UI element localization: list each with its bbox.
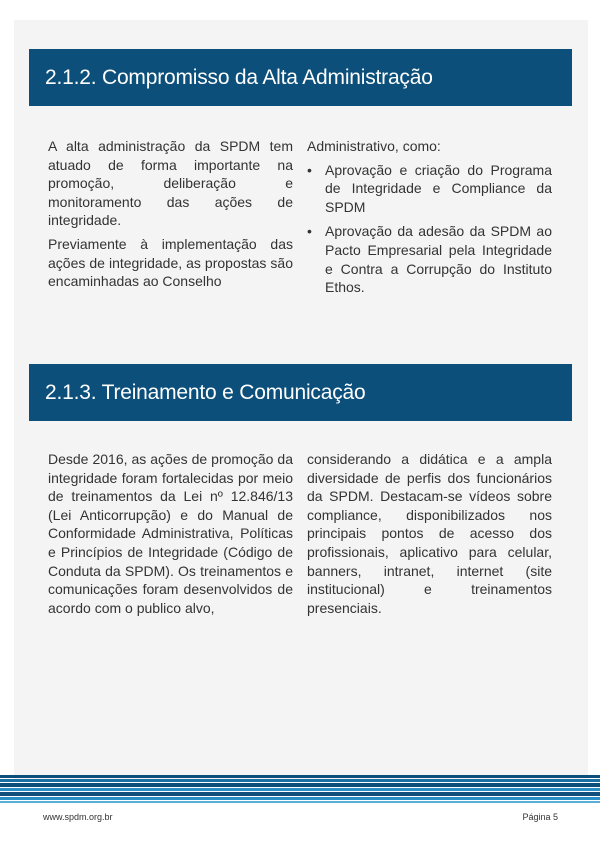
- bullet-icon: •: [307, 161, 312, 178]
- stripe: [0, 792, 600, 796]
- stripe: [0, 775, 600, 778]
- paragraph: Previamente à implementação das ações de integridade, as propostas são encaminhadas ao Conselho: [48, 235, 293, 290]
- section1-right-column: [307, 137, 552, 303]
- list-item-text: Aprovação e criação do Programa de Integridade e Compliance da SPDM: [325, 161, 552, 215]
- paragraph: Administrativo, como:: [307, 138, 441, 154]
- section2-left-column: [48, 450, 293, 622]
- stripe: [0, 779, 600, 782]
- section1-left-column: [48, 137, 293, 296]
- section2-right-column: [307, 450, 552, 622]
- list-item: [307, 161, 552, 217]
- section-title: 2.1.3. Treinamento e Comunicação: [45, 380, 366, 404]
- section-title: 2.1.2. Compromisso da Alta Administração: [45, 65, 433, 89]
- footer-page-number: Página 5: [522, 812, 558, 822]
- paragraph: Desde 2016, as ações de promoção da integridade foram fortalecidas por meio de treinamentos da Lei nº 12.846/13 (Lei Anticorrupção) e do Manual de Conformidade Administrativa, Políticas e Princípios de Integridade (Código de Conduta da SPDM). Os treinamentos e comunicações foram desenvolvidos de acordo com o publico alvo,: [48, 451, 293, 616]
- list-item: [307, 222, 552, 296]
- section-heading-treinamento: [29, 364, 572, 421]
- section-heading-compromisso: [29, 49, 572, 106]
- paragraph: considerando a didática e a ampla diversidade de perfis dos funcionários da SPDM. Destacam-se vídeos sobre compliance, disponibilizados nos principais pontos de acesso dos profissionais, aplicativo para celular, banners, intranet, internet (site institucional) e treinamentos presenciais.: [307, 451, 552, 616]
- bullet-icon: •: [307, 223, 312, 240]
- stripe: [0, 797, 600, 800]
- paragraph: A alta administração da SPDM tem atuado de forma importante na promoção, deliberação e monitoramento das ações de integridade.: [48, 138, 293, 229]
- stripe: [0, 801, 600, 803]
- stripe: [0, 788, 600, 791]
- list-item-text: Aprovação da adesão da SPDM ao Pacto Empresarial pela Integridade e Contra a Corrupção do Instituto Ethos.: [325, 223, 552, 296]
- bullet-list: [307, 161, 552, 297]
- footer-website: www.spdm.org.br: [43, 812, 113, 822]
- stripe: [0, 783, 600, 787]
